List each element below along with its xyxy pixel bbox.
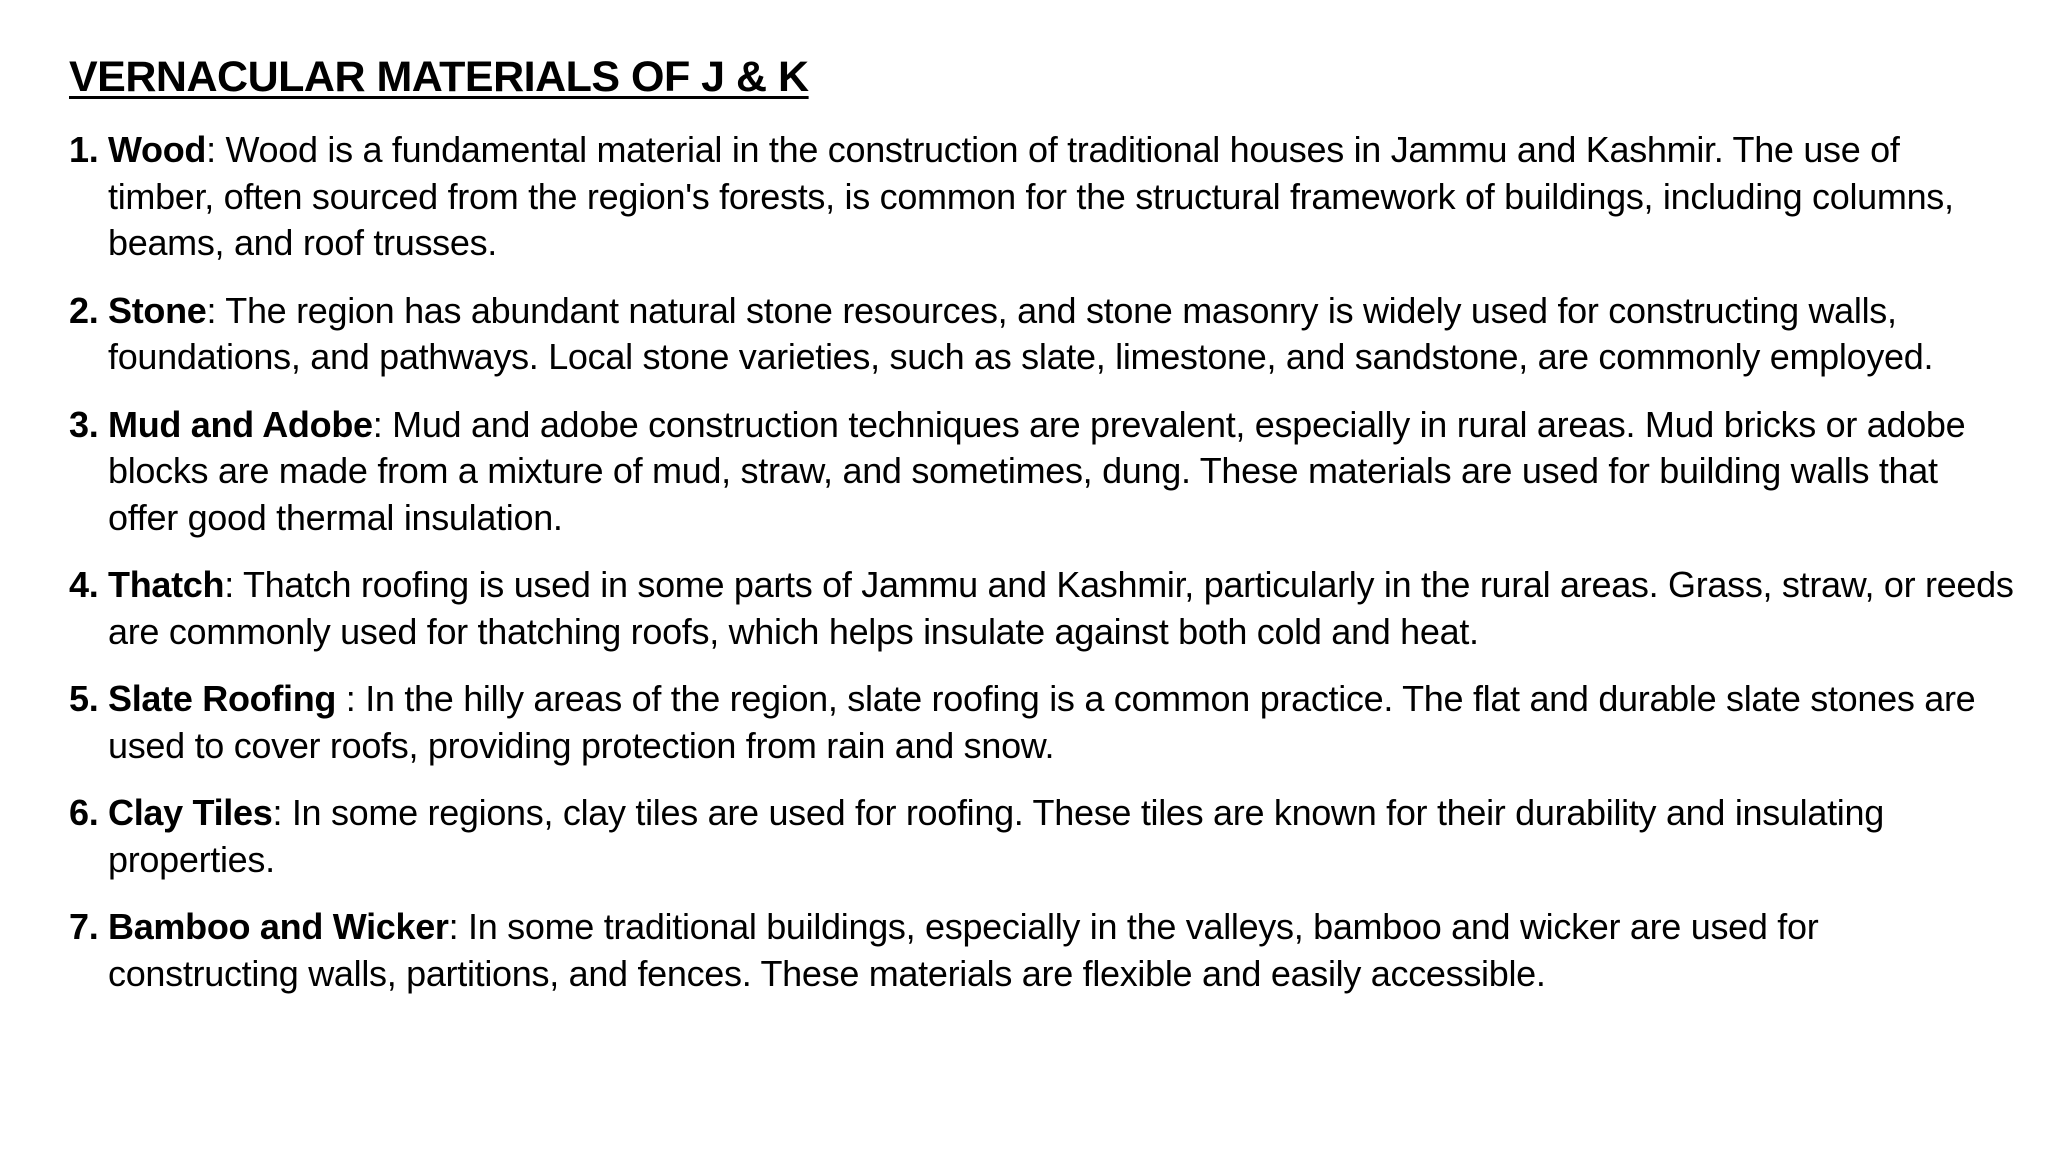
list-item-number: 4.: [69, 564, 99, 605]
list-item-body: [108, 562, 2014, 655]
slide-title: VERNACULAR MATERIALS OF J & K: [69, 53, 809, 101]
list-item-term: Wood: [108, 129, 207, 170]
list-item-number: 7.: [69, 906, 99, 947]
list-item-mud-and-adobe: [69, 402, 2014, 542]
list-item-number: 3.: [69, 403, 99, 445]
materials-list: [69, 127, 2014, 1018]
list-item-body: [108, 288, 2014, 381]
list-item-text: : In some traditional buildings, especially in the valleys, bamboo and wicker are used for constructing walls, partitions, and fences. These materials are flexible and easily accessible.: [108, 906, 1819, 994]
list-item-stone: [69, 288, 2014, 381]
list-item-body: [108, 790, 2014, 883]
list-item-wood: [69, 127, 2014, 267]
list-item-term: Clay Tiles: [108, 792, 273, 833]
list-item-term: Thatch: [108, 564, 225, 605]
list-item-text: : In some regions, clay tiles are used for roofing. These tiles are known for their durability and insulating properties.: [108, 792, 1884, 880]
list-item-term: Slate Roofing: [108, 678, 337, 719]
list-item-text: : In the hilly areas of the region, slate roofing is a common practice. The flat and durable slate stones are used to cover roofs, providing protection from rain and snow.: [108, 678, 1976, 766]
list-item-text: : Wood is a fundamental material in the construction of traditional houses in Jammu and Kashmir. The use of timber, often sourced from the region's forests, is common for the structural framework of buildings, including columns, beams, and roof trusses.: [108, 129, 1954, 263]
list-item-thatch: [69, 562, 2014, 655]
list-item-slate-roofing: [69, 676, 2014, 769]
list-item-body: [108, 402, 2014, 542]
list-item-text: : The region has abundant natural stone resources, and stone masonry is widely used for constructing walls, foundations, and pathways. Local stone varieties, such as slate, limestone, and sandstone, are commonly employed.: [108, 289, 1934, 377]
list-item-body: [108, 127, 2014, 267]
list-item-number: 1.: [69, 129, 99, 170]
list-item-term: Bamboo and Wicker: [108, 906, 449, 947]
list-item-term: Mud and Adobe: [108, 403, 373, 445]
list-item-body: [108, 904, 2014, 997]
list-item-clay-tiles: [69, 790, 2014, 883]
list-item-number: 5.: [69, 678, 99, 719]
list-item-text: : Mud and adobe construction techniques are prevalent, especially in rural areas. Mud bricks or adobe blocks are made from a mixture of mud, straw, and sometimes, dung. These materials are used for building walls that offer good thermal insulation.: [108, 403, 1966, 538]
list-item-number: 2.: [69, 289, 99, 331]
list-item-text: : Thatch roofing is used in some parts of Jammu and Kashmir, particularly in the rural areas. Grass, straw, or reeds are commonly used for thatching roofs, which helps insulate against both cold and heat.: [108, 564, 2014, 652]
list-item-term: Stone: [108, 289, 207, 331]
list-item-body: [108, 676, 2014, 769]
list-item-bamboo-and-wicker: [69, 904, 2014, 997]
list-item-number: 6.: [69, 792, 99, 833]
